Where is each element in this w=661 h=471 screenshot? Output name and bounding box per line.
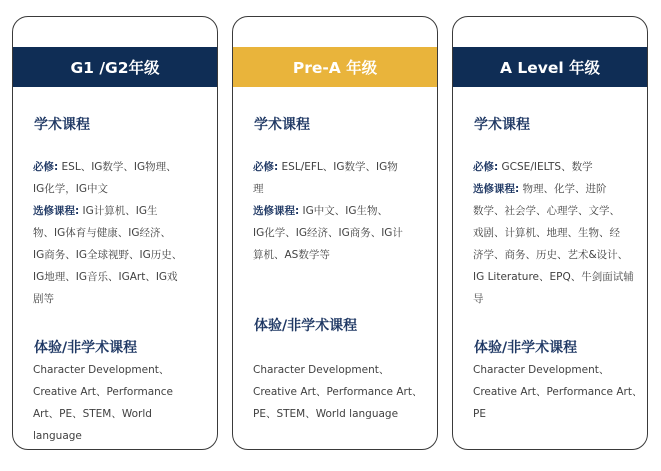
elective-label: 选修课程: bbox=[253, 205, 300, 217]
required-line: IG化学，IG中文 bbox=[33, 183, 108, 195]
elective-line: IG Literature、EPQ、牛剑面试辅 bbox=[473, 271, 634, 283]
academic-title: 学术课程 bbox=[34, 117, 90, 133]
card-a-level bbox=[452, 16, 648, 450]
required-line: 理 bbox=[253, 183, 264, 195]
card-title: Pre-A 年级 bbox=[292, 59, 378, 77]
required-text: GCSE/IELTS、数学 bbox=[501, 161, 593, 173]
elective-line: 物、IG体育与健康、IG经济、 bbox=[33, 227, 171, 239]
card-pre-a bbox=[232, 16, 438, 450]
elective-text: IG计算机、IG生 bbox=[82, 205, 158, 217]
required-label: 必修: bbox=[473, 161, 499, 173]
elective-line: 数学、社会学、心理学、文学、 bbox=[473, 205, 620, 217]
experience-line: Creative Art、Performance bbox=[33, 386, 174, 398]
elective-label: 选修课程: bbox=[473, 183, 520, 195]
experience-line: Creative Art、Performance Art、 bbox=[253, 386, 423, 398]
required-line bbox=[253, 156, 425, 178]
academic-title: 学术课程 bbox=[254, 117, 310, 133]
required-label: 必修: bbox=[253, 161, 279, 173]
elective-line: 算机、AS数学等 bbox=[253, 249, 330, 261]
card-g1-g2 bbox=[12, 16, 218, 450]
elective-line: 济学、商务、历史、艺术&设计、 bbox=[473, 249, 629, 261]
experience-title: 体验/非学术课程 bbox=[254, 318, 358, 334]
elective-line bbox=[253, 200, 425, 222]
elective-line: IG化学、IG经济、IG商务、IG计 bbox=[253, 227, 403, 239]
elective-line: 剧等 bbox=[33, 293, 54, 305]
elective-label: 选修课程: bbox=[33, 205, 80, 217]
experience-line: Art、PE、STEM、World bbox=[33, 408, 152, 420]
experience-line: Creative Art、Performance Art、 bbox=[473, 386, 643, 398]
elective-line: 导 bbox=[473, 293, 484, 305]
experience-line: language bbox=[33, 430, 82, 442]
elective-line bbox=[473, 178, 635, 200]
experience-line: PE、STEM、World language bbox=[253, 408, 399, 420]
card-title: G1 /G2年级 bbox=[70, 59, 160, 77]
academic-title: 学术课程 bbox=[474, 117, 530, 133]
experience-title: 体验/非学术课程 bbox=[34, 340, 138, 356]
card-title: A Level 年级 bbox=[499, 59, 601, 77]
required-text: ESL/EFL、IG数学、IG物 bbox=[281, 161, 398, 173]
card-body bbox=[453, 87, 647, 449]
card-body bbox=[13, 87, 217, 449]
card-header bbox=[233, 47, 437, 87]
required-text: ESL、IG数学、IG物理、 bbox=[61, 161, 177, 173]
elective-line bbox=[33, 200, 205, 222]
required-line bbox=[33, 156, 205, 178]
elective-line: IG地理、IG音乐、IGArt、IG戏 bbox=[33, 271, 178, 283]
card-body bbox=[233, 87, 437, 449]
experience-line: Character Development、 bbox=[253, 364, 390, 376]
elective-line: 戏剧、计算机、地理、生物、经 bbox=[473, 227, 620, 239]
elective-line: IG商务、IG全球视野、IG历史、 bbox=[33, 249, 183, 261]
elective-text: 物理、化学、进阶 bbox=[522, 183, 607, 195]
experience-line: Character Development、 bbox=[473, 364, 610, 376]
card-header bbox=[13, 47, 217, 87]
required-line bbox=[473, 156, 635, 178]
required-label: 必修: bbox=[33, 161, 59, 173]
experience-title: 体验/非学术课程 bbox=[474, 340, 578, 356]
experience-line: PE bbox=[473, 408, 486, 420]
experience-line: Character Development、 bbox=[33, 364, 170, 376]
card-header bbox=[453, 47, 647, 87]
elective-text: IG中文、IG生物、 bbox=[302, 205, 389, 217]
